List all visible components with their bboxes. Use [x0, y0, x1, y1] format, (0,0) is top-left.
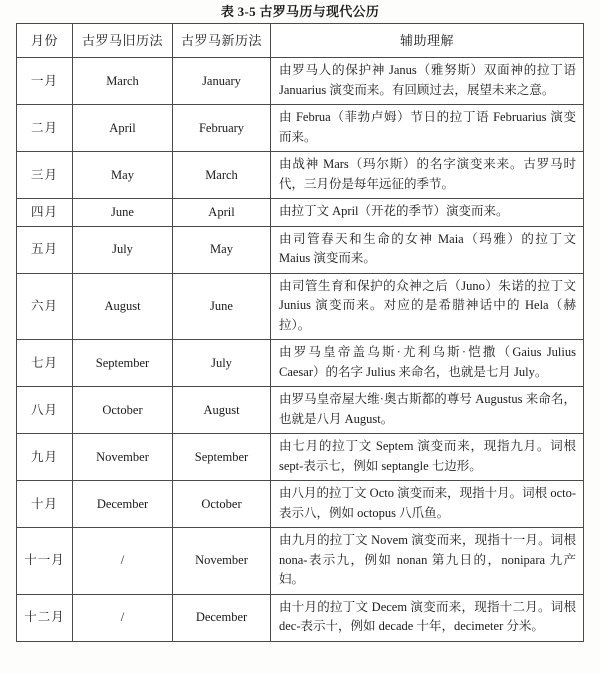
table-row	[17, 594, 584, 641]
cell-old-roman: October	[73, 387, 173, 434]
cell-month: 八月	[17, 387, 73, 434]
table-header-row	[17, 24, 584, 58]
cell-explanation: 由罗马皇帝屋大维·奥古斯都的尊号 Augustus 来命名，也就是八月 August。	[271, 387, 584, 434]
cell-new-roman: November	[173, 528, 271, 595]
cell-explanation: 由十月的拉丁文 Decem 演变而来，现指十二月。词根 dec-表示十，例如 decade 十年，decimeter 分米。	[271, 594, 584, 641]
cell-month: 一月	[17, 58, 73, 105]
cell-new-roman: June	[173, 273, 271, 340]
table-row	[17, 58, 584, 105]
cell-new-roman: September	[173, 434, 271, 481]
column-header-new-roman-calendar: 古罗马新历法	[173, 24, 271, 58]
table-header	[17, 24, 584, 58]
roman-calendar-table	[16, 23, 584, 642]
table-row	[17, 528, 584, 595]
cell-explanation: 由拉丁文 April（开花的季节）演变而来。	[271, 199, 584, 227]
cell-old-roman: July	[73, 226, 173, 273]
table-row	[17, 387, 584, 434]
cell-old-roman: /	[73, 594, 173, 641]
cell-new-roman: February	[173, 105, 271, 152]
cell-explanation: 由九月的拉丁文 Novem 演变而来，现指十一月。词根 nona-表示九，例如 nonan 第九日的，nonipara 九产妇。	[271, 528, 584, 595]
cell-month: 二月	[17, 105, 73, 152]
table-row	[17, 226, 584, 273]
table-row	[17, 273, 584, 340]
cell-month: 三月	[17, 152, 73, 199]
cell-old-roman: April	[73, 105, 173, 152]
cell-month: 十二月	[17, 594, 73, 641]
cell-old-roman: June	[73, 199, 173, 227]
cell-old-roman: September	[73, 340, 173, 387]
cell-explanation: 由七月的拉丁文 Septem 演变而来，现指九月。词根 sept-表示七，例如 septangle 七边形。	[271, 434, 584, 481]
column-header-old-roman-calendar: 古罗马旧历法	[73, 24, 173, 58]
table-body	[17, 58, 584, 642]
cell-month: 六月	[17, 273, 73, 340]
table-row	[17, 340, 584, 387]
cell-month: 十一月	[17, 528, 73, 595]
table-row	[17, 481, 584, 528]
cell-explanation: 由司管生育和保护的众神之后（Juno）朱诺的拉丁文 Junius 演变而来。对应的是希腊神话中的 Hela（赫拉）。	[271, 273, 584, 340]
cell-new-roman: August	[173, 387, 271, 434]
cell-explanation: 由 Februa（菲勃卢姆）节日的拉丁语 Februarius 演变而来。	[271, 105, 584, 152]
cell-old-roman: November	[73, 434, 173, 481]
column-header-month: 月份	[17, 24, 73, 58]
column-header-explanation: 辅助理解	[271, 24, 584, 58]
cell-month: 四月	[17, 199, 73, 227]
cell-old-roman: March	[73, 58, 173, 105]
table-container	[16, 23, 583, 642]
cell-new-roman: May	[173, 226, 271, 273]
cell-explanation: 由罗马皇帝盖乌斯·尤利乌斯·恺撒（Gaius Julius Caesar）的名字 Julius 来命名，也就是七月 July。	[271, 340, 584, 387]
cell-new-roman: July	[173, 340, 271, 387]
cell-month: 十月	[17, 481, 73, 528]
cell-month: 七月	[17, 340, 73, 387]
cell-new-roman: January	[173, 58, 271, 105]
cell-old-roman: May	[73, 152, 173, 199]
cell-explanation: 由八月的拉丁文 Octo 演变而来，现指十月。词根 octo-表示八，例如 octopus 八爪鱼。	[271, 481, 584, 528]
cell-old-roman: August	[73, 273, 173, 340]
table-caption: 表 3-5 古罗马历与现代公历	[220, 4, 380, 19]
table-row	[17, 105, 584, 152]
table-row	[17, 199, 584, 227]
cell-month: 五月	[17, 226, 73, 273]
cell-new-roman: April	[173, 199, 271, 227]
cell-new-roman: October	[173, 481, 271, 528]
table-row	[17, 434, 584, 481]
cell-new-roman: March	[173, 152, 271, 199]
cell-explanation: 由司管春天和生命的女神 Maia（玛雅）的拉丁文 Maius 演变而来。	[271, 226, 584, 273]
cell-explanation: 由战神 Mars（玛尔斯）的名字演变来来。古罗马时代，三月份是每年远征的季节。	[271, 152, 584, 199]
cell-old-roman: /	[73, 528, 173, 595]
cell-explanation: 由罗马人的保护神 Janus（雅努斯）双面神的拉丁语 Januarius 演变而来。有回顾过去，展望未来之意。	[271, 58, 584, 105]
cell-old-roman: December	[73, 481, 173, 528]
cell-month: 九月	[17, 434, 73, 481]
cell-new-roman: December	[173, 594, 271, 641]
table-row	[17, 152, 584, 199]
